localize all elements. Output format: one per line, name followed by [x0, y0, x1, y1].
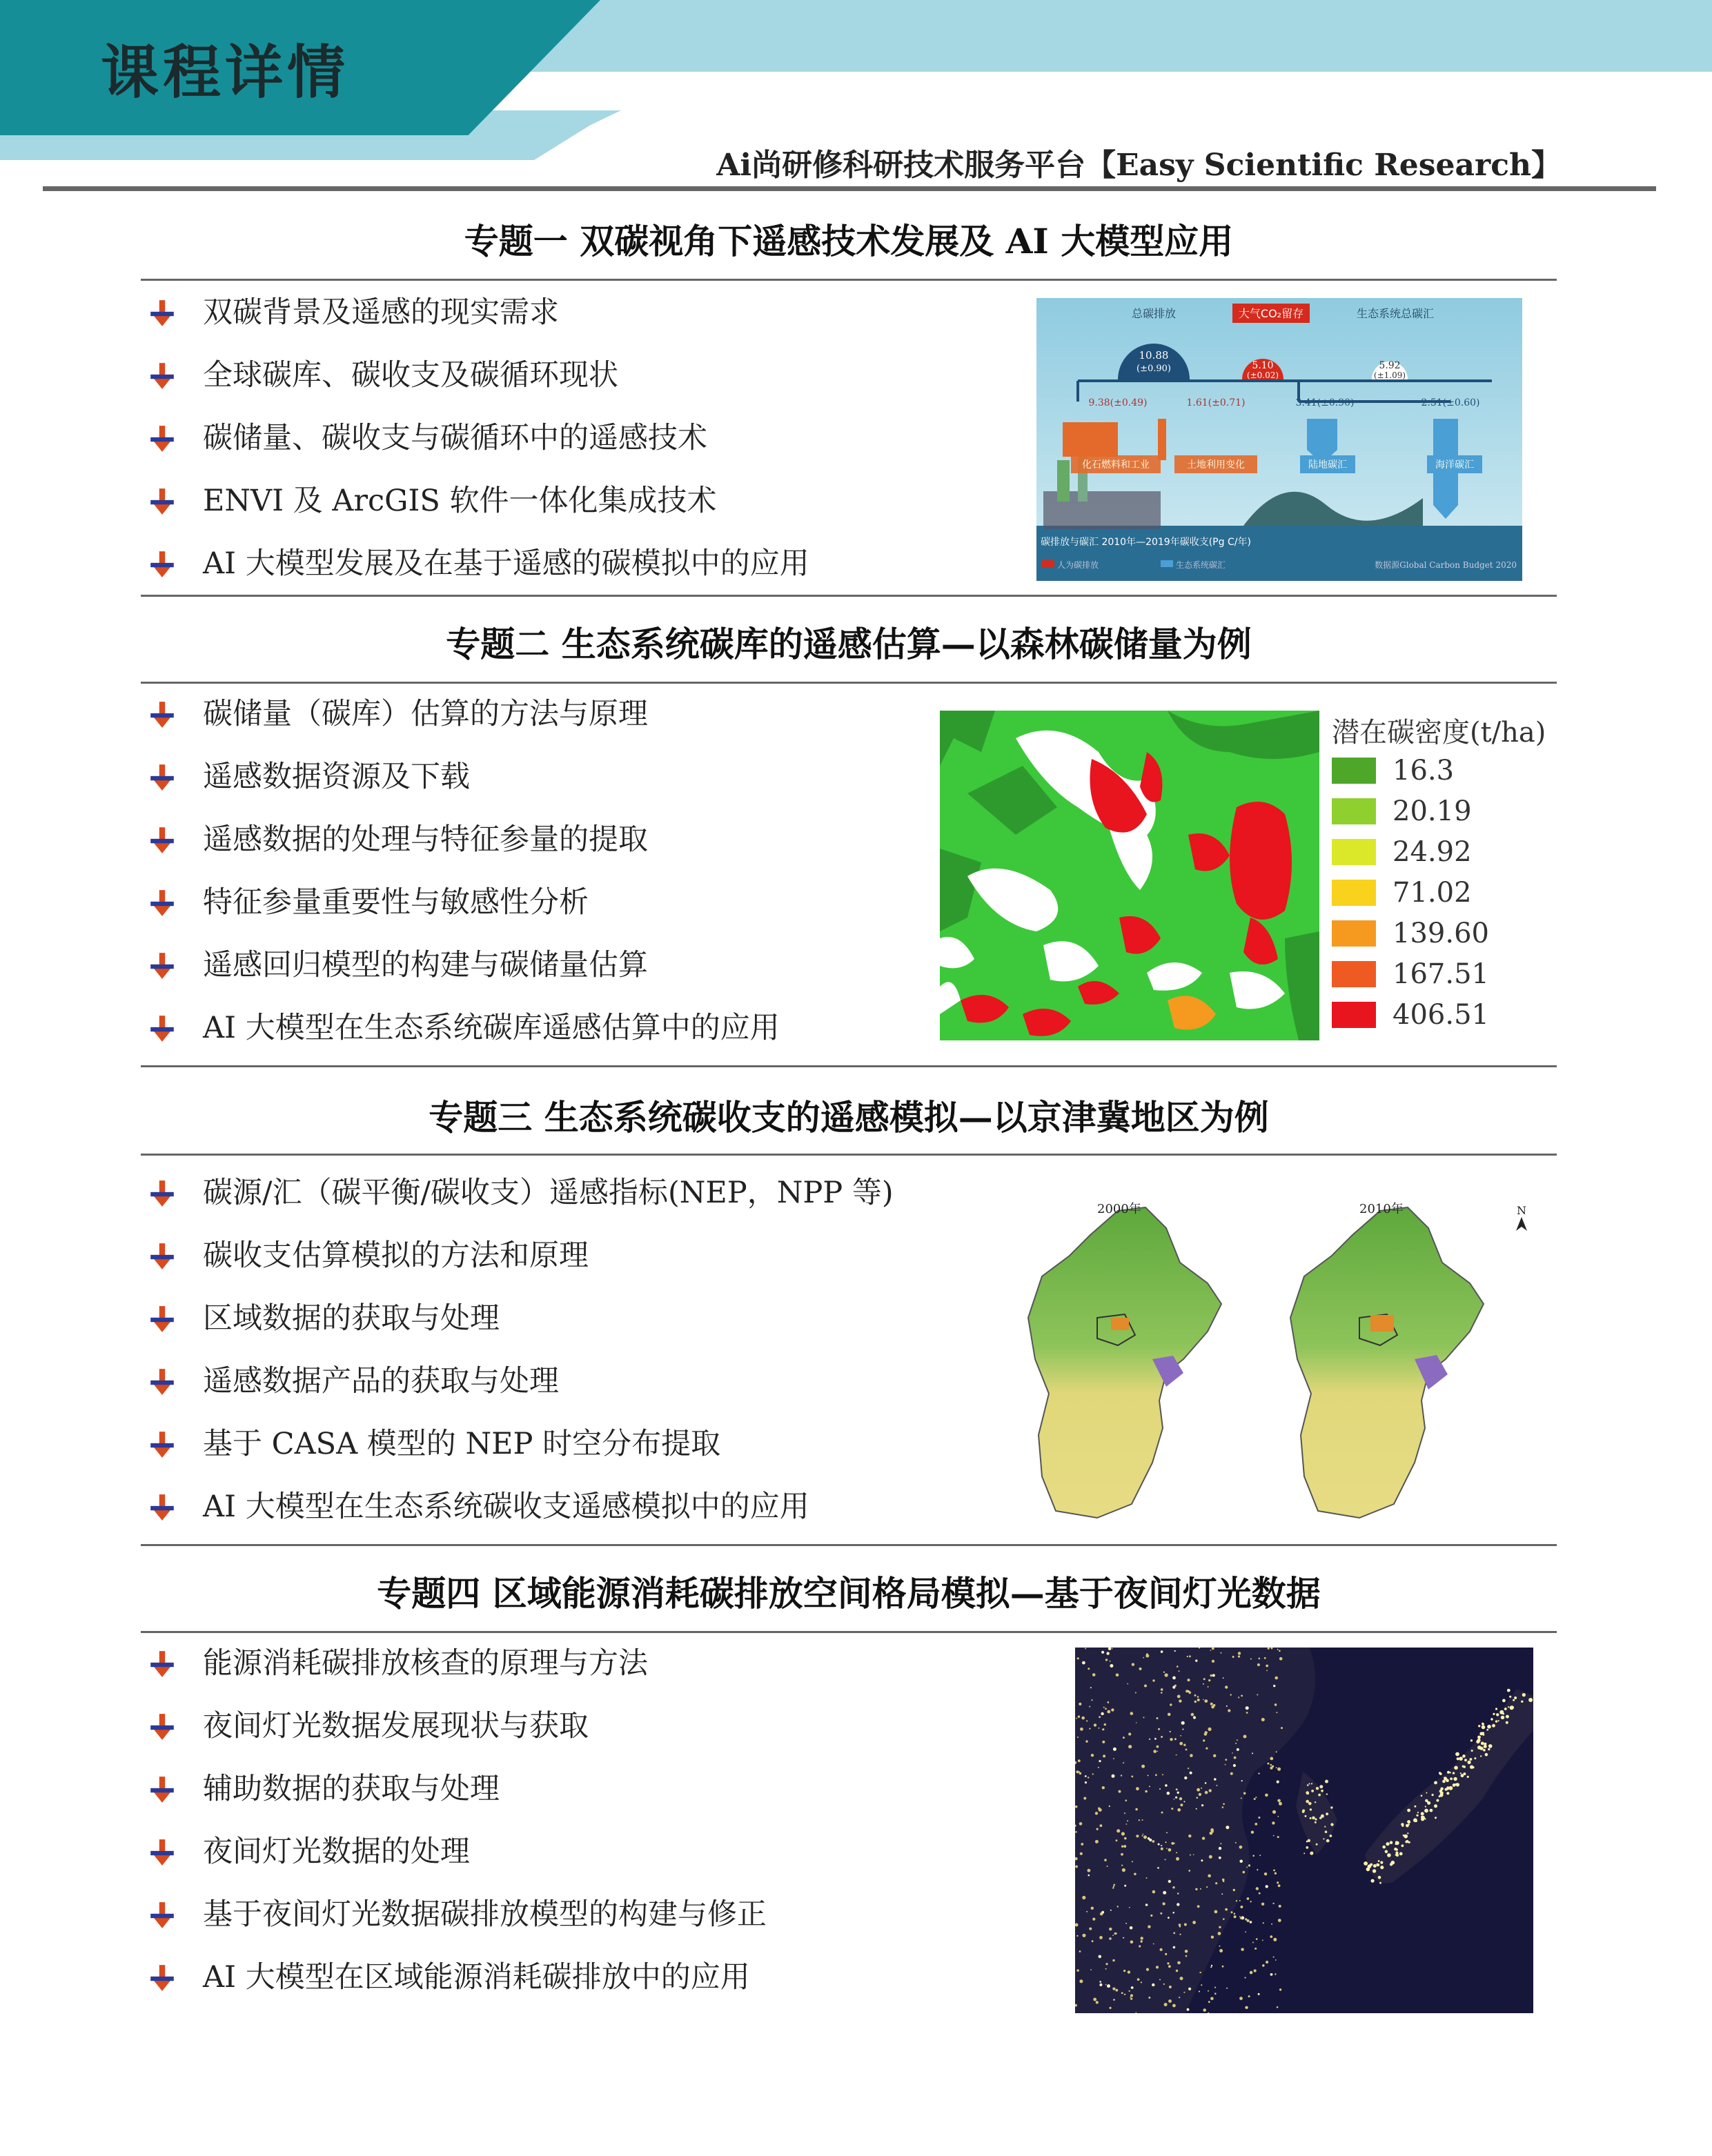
map-2000-label: 2000年 [1097, 1202, 1141, 1216]
regional-nep-maps [1014, 1187, 1539, 1525]
legend-item: 20.19 [1332, 791, 1532, 831]
svg-text:3.41(±0.90): 3.41(±0.90) [1295, 397, 1355, 408]
list-item: 碳储量、碳收支与碳循环中的遥感技术 [141, 407, 809, 470]
arrow-bullet-icon [148, 1493, 177, 1522]
map-2010-label: 2010年 [1359, 1202, 1404, 1216]
label-atmos: 大气CO₂留存 [1238, 307, 1304, 320]
list-item: 区域数据的获取与处理 [141, 1287, 894, 1350]
legend-swatch [1332, 1002, 1376, 1028]
section-3-list [141, 1162, 894, 1539]
list-item: 遥感回归模型的构建与碳储量估算 [141, 934, 780, 997]
arrow-bullet-icon [148, 1901, 177, 1930]
legend-swatch [1332, 961, 1376, 987]
map-2000 [1028, 1207, 1221, 1518]
list-item: ENVI 及 ArcGIS 软件一体化集成技术 [141, 470, 809, 533]
section-2-bottom-divider [141, 1065, 1557, 1067]
arrow-bullet-icon [148, 1430, 177, 1459]
label-eco-sink: 生态系统总碳汇 [1356, 307, 1435, 320]
legend-swatch [1332, 798, 1376, 824]
svg-text:海洋碳汇: 海洋碳汇 [1435, 459, 1474, 471]
legend-item: 406.51 [1332, 994, 1532, 1035]
arrow-bullet-icon [148, 1712, 177, 1741]
arrow-bullet-icon [148, 1367, 177, 1396]
arrow-bullet-icon [148, 1305, 177, 1334]
list-item: AI 大模型在生态系统碳收支遥感模拟中的应用 [141, 1476, 894, 1539]
section-4-list [141, 1632, 767, 2009]
legend-title: 潜在碳密度(t/ha) [1332, 717, 1546, 749]
arrow-bullet-icon [148, 826, 177, 855]
arrow-bullet-icon [148, 1964, 177, 1992]
section-1-bottom-divider [141, 595, 1557, 597]
legend-item: 24.92 [1332, 831, 1532, 872]
list-item: 能源消耗碳排放核查的原理与方法 [141, 1632, 767, 1695]
section-2-list [141, 683, 780, 1060]
legend-item: 71.02 [1332, 872, 1532, 913]
arrow-bullet-icon [148, 362, 177, 390]
list-item: 遥感数据产品的获取与处理 [141, 1350, 894, 1413]
list-item: 特征参量重要性与敏感性分析 [141, 871, 780, 934]
arrow-bullet-icon [148, 299, 177, 328]
forest-carbon-map [940, 711, 1319, 1040]
list-item: 碳收支估算模拟的方法和原理 [141, 1225, 894, 1287]
carbon-density-legend [1332, 711, 1546, 1035]
legend-swatch [1332, 758, 1376, 784]
list-item: 碳源/汇（碳平衡/碳收支）遥感指标(NEP，NPP 等) [141, 1162, 894, 1225]
list-item: AI 大模型发展及在基于遥感的碳模拟中的应用 [141, 533, 809, 595]
arrow-bullet-icon [148, 1838, 177, 1867]
svg-text:5.10: 5.10 [1252, 360, 1274, 371]
svg-text:人为碳排放: 人为碳排放 [1057, 560, 1099, 570]
section-4-title: 专题四 区域能源消耗碳排放空间格局模拟—基于夜间灯光数据 [377, 1573, 1321, 1614]
label-total-emission: 总碳排放 [1131, 307, 1177, 320]
list-item: 夜间灯光数据发展现状与获取 [141, 1695, 767, 1758]
arrow-bullet-icon [148, 1242, 177, 1271]
list-item: 全球碳库、碳收支及碳循环现状 [141, 344, 809, 407]
legend-item: 167.51 [1332, 953, 1532, 994]
svg-text:2.51(±0.60): 2.51(±0.60) [1421, 397, 1480, 408]
svg-text:土地利用变化: 土地利用变化 [1187, 459, 1245, 471]
arrow-bullet-icon [148, 1179, 177, 1208]
svg-text:N: N [1517, 1204, 1526, 1217]
section-3-bottom-divider [141, 1544, 1557, 1546]
svg-text:陆地碳汇: 陆地碳汇 [1308, 459, 1347, 471]
arrow-bullet-icon [148, 550, 177, 579]
list-item: 辅助数据的获取与处理 [141, 1758, 767, 1821]
list-item: AI 大模型在生态系统碳库遥感估算中的应用 [141, 997, 780, 1060]
platform-name: Ai尚研修科研技术服务平台【Easy Scientific Research】 [716, 148, 1562, 183]
svg-text:化石燃料和工业: 化石燃料和工业 [1082, 459, 1150, 471]
section-3-top-divider [141, 1154, 1557, 1156]
carbon-budget-figure [1036, 298, 1522, 581]
section-1-title: 专题一 双碳视角下遥感技术发展及 AI 大模型应用 [464, 221, 1234, 261]
list-item: 遥感数据的处理与特征参量的提取 [141, 809, 780, 871]
svg-text:10.88: 10.88 [1139, 349, 1169, 362]
night-lights-image [1075, 1648, 1533, 2013]
svg-text:5.92: 5.92 [1379, 360, 1401, 371]
north-arrow-icon [1516, 1204, 1527, 1231]
list-item: 碳储量（碳库）估算的方法与原理 [141, 683, 780, 746]
page-title: 课程详情 [101, 39, 350, 106]
svg-text:9.38(±0.49): 9.38(±0.49) [1088, 397, 1148, 408]
arrow-bullet-icon [148, 763, 177, 792]
arrow-bullet-icon [148, 1775, 177, 1804]
legend-swatch [1332, 920, 1376, 947]
arrow-bullet-icon [148, 487, 177, 516]
list-item: 基于 CASA 模型的 NEP 时空分布提取 [141, 1413, 894, 1476]
arrow-bullet-icon [148, 889, 177, 918]
list-item: 双碳背景及遥感的现实需求 [141, 281, 809, 344]
arrow-bullet-icon [148, 700, 177, 729]
svg-text:(±0.90): (±0.90) [1137, 364, 1171, 374]
figure-caption: 碳排放与碳汇 2010年—2019年碳收支(Pg C/年) [1041, 537, 1251, 548]
arrow-bullet-icon [148, 424, 177, 453]
section-1-list [141, 281, 809, 595]
svg-text:(±0.02): (±0.02) [1246, 370, 1279, 380]
legend-swatch [1332, 880, 1376, 906]
svg-text:1.61(±0.71): 1.61(±0.71) [1186, 397, 1246, 408]
legend-item: 16.3 [1332, 750, 1532, 791]
legend-swatch [1332, 839, 1376, 865]
list-item: AI 大模型在区域能源消耗碳排放中的应用 [141, 1946, 767, 2009]
section-2-title: 专题二 生态系统碳库的遥感估算—以森林碳储量为例 [446, 624, 1252, 664]
section-1-top-divider [141, 279, 1557, 281]
arrow-bullet-icon [148, 1650, 177, 1679]
svg-text:生态系统碳汇: 生态系统碳汇 [1176, 560, 1226, 570]
legend-item: 139.60 [1332, 913, 1532, 953]
section-3-title: 专题三 生态系统碳收支的遥感模拟—以京津冀地区为例 [429, 1097, 1269, 1138]
list-item: 夜间灯光数据的处理 [141, 1821, 767, 1883]
header-divider [43, 186, 1656, 191]
arrow-bullet-icon [148, 951, 177, 980]
list-item: 基于夜间灯光数据碳排放模型的构建与修正 [141, 1883, 767, 1946]
svg-text:(±1.09): (±1.09) [1373, 370, 1406, 380]
map-2010 [1290, 1207, 1484, 1518]
svg-text:数据源Global Carbon Budget 2020: 数据源Global Carbon Budget 2020 [1375, 560, 1517, 570]
list-item: 遥感数据资源及下载 [141, 746, 780, 809]
arrow-bullet-icon [148, 1014, 177, 1043]
